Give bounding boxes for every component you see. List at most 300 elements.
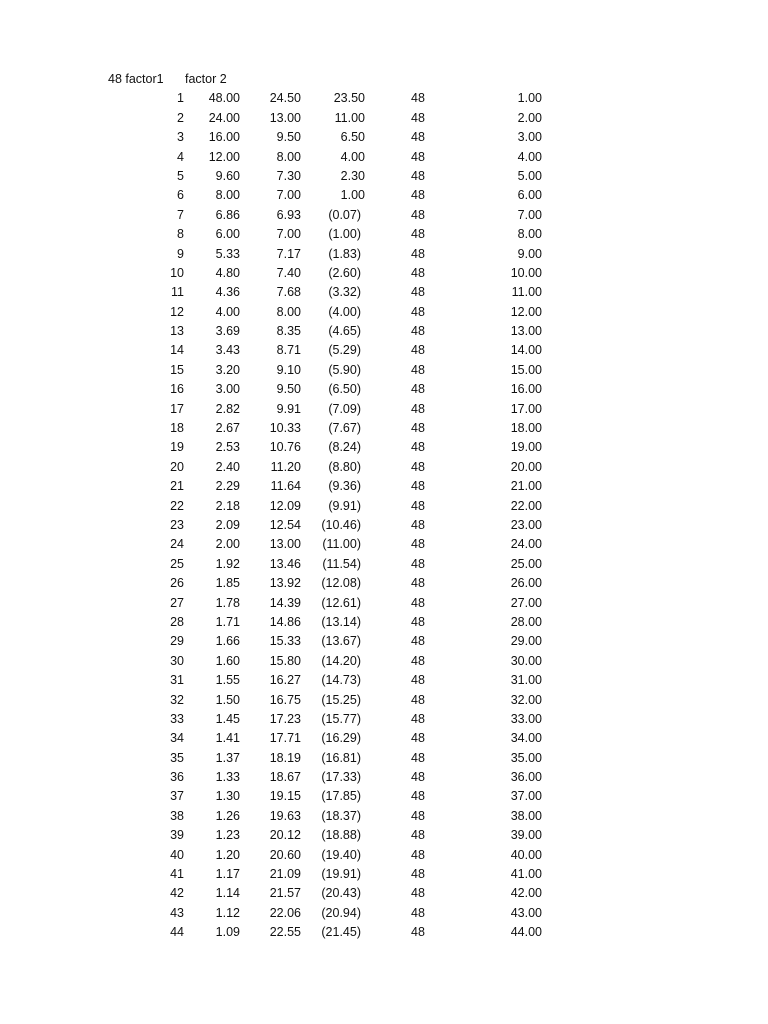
cell-value[interactable]: 34.00 — [510, 731, 542, 746]
cell-factor2[interactable]: 6.93 — [276, 207, 301, 222]
cell-difference[interactable]: (20.43) — [321, 886, 361, 901]
cell-constant[interactable]: 48 — [411, 673, 425, 688]
cell-value[interactable]: 16.00 — [510, 382, 542, 397]
table-row — [0, 555, 768, 574]
cell-value[interactable]: 25.00 — [510, 556, 542, 571]
cell-factor1[interactable]: 4.80 — [215, 265, 240, 280]
cell-index[interactable]: 11 — [171, 285, 184, 300]
cell-difference[interactable]: (15.25) — [321, 692, 361, 707]
cell-value[interactable]: 22.00 — [510, 498, 542, 513]
cell-factor2[interactable]: 22.55 — [269, 925, 301, 940]
cell-difference[interactable]: (13.67) — [321, 634, 361, 649]
cell-difference[interactable]: (15.77) — [321, 711, 361, 726]
cell-difference[interactable]: (8.80) — [328, 459, 361, 474]
cell-difference[interactable]: (20.94) — [321, 905, 361, 920]
cell-constant[interactable]: 48 — [411, 246, 425, 261]
cell-factor2[interactable]: 11.20 — [270, 459, 301, 474]
cell-index[interactable]: 39 — [170, 828, 184, 843]
cell-value[interactable]: 5.00 — [517, 168, 542, 183]
cell-factor2[interactable]: 18.67 — [269, 770, 301, 785]
table-row — [0, 787, 768, 806]
cell-factor1[interactable]: 2.00 — [215, 537, 240, 552]
cell-index[interactable]: 23 — [170, 517, 184, 532]
cell-factor1[interactable]: 24.00 — [208, 110, 240, 125]
cell-index[interactable]: 9 — [177, 246, 184, 261]
cell-factor2[interactable]: 8.00 — [276, 149, 301, 164]
cell-index[interactable]: 1 — [177, 91, 184, 106]
cell-value[interactable]: 32.00 — [510, 692, 542, 707]
cell-factor1[interactable]: 3.00 — [215, 382, 240, 397]
table-row — [0, 749, 768, 768]
cell-index[interactable]: 28 — [170, 614, 184, 629]
cell-value[interactable]: 4.00 — [517, 149, 542, 164]
cell-factor1[interactable]: 1.92 — [215, 556, 240, 571]
cell-index[interactable]: 7 — [177, 207, 184, 222]
cell-index[interactable]: 14 — [170, 343, 184, 358]
cell-difference[interactable]: (13.14) — [321, 614, 361, 629]
cell-constant[interactable]: 48 — [411, 343, 425, 358]
cell-factor1[interactable]: 6.00 — [215, 227, 240, 242]
cell-constant[interactable]: 48 — [411, 537, 425, 552]
cell-factor1[interactable]: 4.36 — [215, 285, 240, 300]
cell-factor2[interactable]: 8.71 — [276, 343, 301, 358]
cell-constant[interactable]: 48 — [411, 711, 425, 726]
cell-value[interactable]: 11.00 — [511, 285, 542, 300]
table-body — [0, 89, 768, 942]
cell-factor2[interactable]: 19.63 — [269, 808, 301, 823]
header-cell-a[interactable]: 48 factor1 — [108, 72, 164, 86]
cell-difference[interactable]: (10.46) — [321, 517, 361, 532]
cell-constant[interactable]: 48 — [411, 227, 425, 242]
cell-difference[interactable]: (14.20) — [321, 653, 361, 668]
cell-constant[interactable]: 48 — [411, 130, 425, 145]
cell-factor1[interactable]: 1.09 — [215, 925, 240, 940]
cell-constant[interactable]: 48 — [411, 265, 425, 280]
cell-value[interactable]: 20.00 — [510, 459, 542, 474]
cell-constant[interactable]: 48 — [411, 614, 425, 629]
cell-constant[interactable]: 48 — [411, 886, 425, 901]
table-row — [0, 400, 768, 419]
cell-factor1[interactable]: 1.26 — [215, 808, 240, 823]
cell-factor2[interactable]: 15.33 — [269, 634, 301, 649]
table-row — [0, 729, 768, 748]
cell-difference[interactable]: (19.91) — [321, 867, 361, 882]
cell-difference[interactable]: (12.61) — [321, 595, 361, 610]
cell-value[interactable]: 39.00 — [510, 828, 542, 843]
cell-factor1[interactable]: 3.43 — [215, 343, 240, 358]
cell-factor1[interactable]: 6.86 — [215, 207, 240, 222]
cell-factor2[interactable]: 13.92 — [269, 576, 301, 591]
spreadsheet-table — [0, 70, 768, 943]
table-row — [0, 826, 768, 845]
cell-factor2[interactable]: 7.68 — [276, 285, 301, 300]
cell-factor1[interactable]: 2.29 — [215, 479, 240, 494]
cell-factor1[interactable]: 1.85 — [215, 576, 240, 591]
cell-index[interactable]: 18 — [170, 421, 184, 436]
cell-factor2[interactable]: 24.50 — [269, 91, 301, 106]
cell-constant[interactable]: 48 — [411, 188, 425, 203]
cell-factor2[interactable]: 20.12 — [269, 828, 301, 843]
cell-constant[interactable]: 48 — [411, 634, 425, 649]
cell-difference[interactable]: (6.50) — [328, 382, 361, 397]
cell-factor1[interactable]: 9.60 — [215, 168, 240, 183]
cell-difference[interactable]: 6.50 — [340, 130, 365, 145]
cell-factor1[interactable]: 1.60 — [215, 653, 240, 668]
table-row — [0, 632, 768, 651]
cell-factor1[interactable]: 2.53 — [215, 440, 240, 455]
cell-factor2[interactable]: 16.75 — [269, 692, 301, 707]
cell-factor2[interactable]: 13.46 — [269, 556, 301, 571]
cell-constant[interactable]: 48 — [411, 168, 425, 183]
cell-index[interactable]: 24 — [170, 537, 184, 552]
cell-index[interactable]: 12 — [170, 304, 184, 319]
cell-constant[interactable]: 48 — [411, 925, 425, 940]
cell-difference[interactable]: (4.00) — [328, 304, 361, 319]
cell-index[interactable]: 19 — [170, 440, 184, 455]
table-row — [0, 341, 768, 360]
cell-index[interactable]: 27 — [170, 595, 184, 610]
cell-constant[interactable]: 48 — [411, 207, 425, 222]
table-row — [0, 186, 768, 205]
cell-index[interactable]: 10 — [170, 265, 184, 280]
cell-factor2[interactable]: 17.71 — [269, 731, 301, 746]
cell-factor2[interactable]: 7.00 — [276, 227, 301, 242]
table-row — [0, 206, 768, 225]
cell-value[interactable]: 44.00 — [510, 925, 542, 940]
cell-constant[interactable]: 48 — [411, 517, 425, 532]
cell-factor1[interactable]: 1.17 — [215, 867, 240, 882]
cell-factor1[interactable]: 3.20 — [215, 362, 240, 377]
table-row — [0, 225, 768, 244]
cell-value[interactable]: 35.00 — [510, 750, 542, 765]
cell-constant[interactable]: 48 — [411, 479, 425, 494]
table-row — [0, 807, 768, 826]
cell-factor2[interactable]: 13.00 — [269, 110, 301, 125]
cell-constant[interactable]: 48 — [411, 459, 425, 474]
cell-difference[interactable]: (9.91) — [328, 498, 361, 513]
cell-difference[interactable]: (8.24) — [328, 440, 361, 455]
cell-difference[interactable]: (11.00) — [322, 537, 361, 552]
cell-difference[interactable]: (16.29) — [321, 731, 361, 746]
cell-value[interactable]: 37.00 — [510, 789, 542, 804]
cell-value[interactable]: 43.00 — [510, 905, 542, 920]
cell-index[interactable]: 34 — [170, 731, 184, 746]
cell-value[interactable]: 14.00 — [510, 343, 542, 358]
cell-factor1[interactable]: 8.00 — [215, 188, 240, 203]
table-row — [0, 458, 768, 477]
cell-constant[interactable]: 48 — [411, 149, 425, 164]
cell-constant[interactable]: 48 — [411, 498, 425, 513]
cell-value[interactable]: 29.00 — [510, 634, 542, 649]
cell-index[interactable]: 36 — [170, 770, 184, 785]
cell-difference[interactable]: (21.45) — [321, 925, 361, 940]
cell-constant[interactable]: 48 — [411, 576, 425, 591]
cell-factor2[interactable]: 14.39 — [269, 595, 301, 610]
cell-index[interactable]: 31 — [170, 673, 184, 688]
cell-difference[interactable]: (4.65) — [328, 324, 361, 339]
header-cell-b[interactable]: factor 2 — [185, 72, 227, 86]
cell-value[interactable]: 28.00 — [510, 614, 542, 629]
cell-constant[interactable]: 48 — [411, 285, 425, 300]
cell-factor1[interactable]: 1.45 — [215, 711, 240, 726]
cell-difference[interactable]: (11.54) — [322, 556, 361, 571]
cell-index[interactable]: 41 — [170, 867, 184, 882]
cell-factor2[interactable]: 12.54 — [269, 517, 301, 532]
cell-index[interactable]: 17 — [170, 401, 184, 416]
cell-factor1[interactable]: 4.00 — [215, 304, 240, 319]
cell-factor1[interactable]: 1.37 — [215, 750, 240, 765]
cell-difference[interactable]: 11.00 — [334, 110, 365, 125]
cell-constant[interactable]: 48 — [411, 421, 425, 436]
table-row — [0, 846, 768, 865]
cell-value[interactable]: 17.00 — [510, 401, 542, 416]
cell-value[interactable]: 18.00 — [510, 421, 542, 436]
cell-factor2[interactable]: 7.30 — [276, 168, 301, 183]
cell-difference[interactable]: (19.40) — [321, 847, 361, 862]
cell-index[interactable]: 20 — [170, 459, 184, 474]
table-row — [0, 89, 768, 108]
cell-index[interactable]: 38 — [170, 808, 184, 823]
cell-index[interactable]: 26 — [170, 576, 184, 591]
cell-value[interactable]: 1.00 — [517, 91, 542, 106]
cell-constant[interactable]: 48 — [411, 382, 425, 397]
cell-factor1[interactable]: 1.55 — [215, 673, 240, 688]
cell-constant[interactable]: 48 — [411, 808, 425, 823]
cell-factor2[interactable]: 9.50 — [276, 382, 301, 397]
cell-value[interactable]: 8.00 — [517, 227, 542, 242]
cell-factor1[interactable]: 16.00 — [208, 130, 240, 145]
table-row — [0, 652, 768, 671]
cell-difference[interactable]: (16.81) — [321, 750, 361, 765]
cell-factor2[interactable]: 19.15 — [269, 789, 301, 804]
table-row — [0, 148, 768, 167]
table-row — [0, 322, 768, 341]
cell-difference[interactable]: (7.09) — [328, 401, 361, 416]
cell-difference[interactable]: (18.37) — [321, 808, 361, 823]
cell-factor1[interactable]: 1.14 — [215, 886, 240, 901]
cell-factor1[interactable]: 1.71 — [215, 614, 240, 629]
cell-index[interactable]: 37 — [170, 789, 184, 804]
table-row — [0, 923, 768, 942]
cell-value[interactable]: 3.00 — [517, 130, 542, 145]
cell-difference[interactable]: (17.85) — [321, 789, 361, 804]
cell-difference[interactable]: 4.00 — [340, 149, 365, 164]
cell-factor2[interactable]: 13.00 — [269, 537, 301, 552]
cell-constant[interactable]: 48 — [411, 731, 425, 746]
cell-constant[interactable]: 48 — [411, 324, 425, 339]
cell-difference[interactable]: (18.88) — [321, 828, 361, 843]
cell-constant[interactable]: 48 — [411, 401, 425, 416]
cell-index[interactable]: 21 — [170, 479, 184, 494]
cell-factor2[interactable]: 9.10 — [276, 362, 301, 377]
cell-factor2[interactable]: 16.27 — [269, 673, 301, 688]
cell-index[interactable]: 16 — [170, 382, 184, 397]
cell-index[interactable]: 33 — [170, 711, 184, 726]
cell-difference[interactable]: (7.67) — [328, 421, 361, 436]
table-row — [0, 574, 768, 593]
cell-value[interactable]: 7.00 — [517, 207, 542, 222]
cell-factor2[interactable]: 9.91 — [276, 401, 301, 416]
table-row — [0, 594, 768, 613]
cell-difference[interactable]: (17.33) — [321, 770, 361, 785]
cell-index[interactable]: 40 — [170, 847, 184, 862]
cell-index[interactable]: 35 — [170, 750, 184, 765]
cell-difference[interactable]: 23.50 — [333, 91, 365, 106]
cell-value[interactable]: 2.00 — [517, 110, 542, 125]
cell-value[interactable]: 15.00 — [510, 362, 542, 377]
cell-value[interactable]: 10.00 — [510, 265, 542, 280]
cell-value[interactable]: 21.00 — [510, 479, 542, 494]
cell-factor2[interactable]: 10.33 — [269, 421, 301, 436]
cell-value[interactable]: 42.00 — [510, 886, 542, 901]
cell-constant[interactable]: 48 — [411, 91, 425, 106]
cell-difference[interactable]: (2.60) — [328, 265, 361, 280]
cell-value[interactable]: 13.00 — [510, 324, 542, 339]
cell-constant[interactable]: 48 — [411, 595, 425, 610]
cell-index[interactable]: 30 — [170, 653, 184, 668]
table-row — [0, 128, 768, 147]
cell-factor1[interactable]: 12.00 — [208, 149, 240, 164]
cell-constant[interactable]: 48 — [411, 867, 425, 882]
cell-factor2[interactable]: 15.80 — [269, 653, 301, 668]
cell-value[interactable]: 30.00 — [510, 653, 542, 668]
cell-factor1[interactable]: 1.33 — [215, 770, 240, 785]
cell-index[interactable]: 29 — [170, 634, 184, 649]
cell-index[interactable]: 3 — [177, 130, 184, 145]
cell-factor2[interactable]: 21.57 — [269, 886, 301, 901]
cell-factor1[interactable]: 1.66 — [215, 634, 240, 649]
cell-factor1[interactable]: 1.20 — [215, 847, 240, 862]
cell-factor1[interactable]: 48.00 — [208, 91, 240, 106]
cell-constant[interactable]: 48 — [411, 653, 425, 668]
cell-index[interactable]: 15 — [170, 362, 184, 377]
cell-factor2[interactable]: 9.50 — [276, 130, 301, 145]
cell-index[interactable]: 43 — [170, 905, 184, 920]
cell-value[interactable]: 41.00 — [510, 867, 542, 882]
cell-constant[interactable]: 48 — [411, 750, 425, 765]
cell-factor2[interactable]: 21.09 — [269, 867, 301, 882]
table-row — [0, 264, 768, 283]
table-row — [0, 768, 768, 787]
cell-value[interactable]: 24.00 — [510, 537, 542, 552]
cell-factor2[interactable]: 11.64 — [270, 479, 301, 494]
cell-factor1[interactable]: 2.82 — [215, 401, 240, 416]
cell-index[interactable]: 8 — [177, 227, 184, 242]
cell-constant[interactable]: 48 — [411, 692, 425, 707]
cell-difference[interactable]: (14.73) — [321, 673, 361, 688]
cell-factor1[interactable]: 5.33 — [215, 246, 240, 261]
cell-index[interactable]: 13 — [170, 324, 184, 339]
cell-difference[interactable]: (0.07) — [328, 207, 361, 222]
cell-value[interactable]: 40.00 — [510, 847, 542, 862]
cell-factor2[interactable]: 12.09 — [269, 498, 301, 513]
cell-factor2[interactable]: 8.35 — [276, 324, 301, 339]
cell-constant[interactable]: 48 — [411, 770, 425, 785]
cell-value[interactable]: 38.00 — [510, 808, 542, 823]
cell-value[interactable]: 33.00 — [510, 711, 542, 726]
cell-factor1[interactable]: 1.30 — [215, 789, 240, 804]
cell-index[interactable]: 5 — [177, 168, 184, 183]
cell-factor1[interactable]: 1.41 — [215, 731, 240, 746]
cell-value[interactable]: 27.00 — [510, 595, 542, 610]
cell-constant[interactable]: 48 — [411, 828, 425, 843]
cell-value[interactable]: 12.00 — [510, 304, 542, 319]
cell-factor1[interactable]: 2.67 — [215, 421, 240, 436]
table-row — [0, 438, 768, 457]
cell-factor2[interactable]: 7.17 — [276, 246, 301, 261]
cell-difference[interactable]: (5.90) — [328, 362, 361, 377]
cell-index[interactable]: 6 — [177, 188, 184, 203]
cell-value[interactable]: 36.00 — [510, 770, 542, 785]
cell-factor2[interactable]: 14.86 — [269, 614, 301, 629]
cell-difference[interactable]: 1.00 — [340, 188, 365, 203]
cell-index[interactable]: 42 — [170, 886, 184, 901]
cell-factor2[interactable]: 22.06 — [269, 905, 301, 920]
cell-value[interactable]: 19.00 — [510, 440, 542, 455]
cell-difference[interactable]: (1.00) — [328, 227, 361, 242]
cell-difference[interactable]: (9.36) — [328, 479, 361, 494]
cell-difference[interactable]: 2.30 — [340, 168, 365, 183]
cell-factor1[interactable]: 2.18 — [215, 498, 240, 513]
table-row — [0, 535, 768, 554]
cell-constant[interactable]: 48 — [411, 304, 425, 319]
cell-constant[interactable]: 48 — [411, 440, 425, 455]
cell-factor2[interactable]: 7.40 — [276, 265, 301, 280]
cell-factor1[interactable]: 2.09 — [215, 517, 240, 532]
cell-constant[interactable]: 48 — [411, 847, 425, 862]
cell-factor2[interactable]: 20.60 — [269, 847, 301, 862]
cell-factor2[interactable]: 7.00 — [276, 188, 301, 203]
cell-factor1[interactable]: 2.40 — [215, 459, 240, 474]
cell-index[interactable]: 2 — [177, 110, 184, 125]
cell-index[interactable]: 4 — [177, 149, 184, 164]
table-row — [0, 497, 768, 516]
cell-factor1[interactable]: 3.69 — [215, 324, 240, 339]
header-row — [0, 70, 768, 89]
cell-factor2[interactable]: 17.23 — [269, 711, 301, 726]
cell-factor1[interactable]: 1.23 — [215, 828, 240, 843]
cell-constant[interactable]: 48 — [411, 905, 425, 920]
cell-value[interactable]: 6.00 — [517, 188, 542, 203]
cell-difference[interactable]: (12.08) — [321, 576, 361, 591]
cell-index[interactable]: 25 — [170, 556, 184, 571]
cell-factor1[interactable]: 1.78 — [215, 595, 240, 610]
table-row — [0, 865, 768, 884]
cell-value[interactable]: 26.00 — [510, 576, 542, 591]
cell-index[interactable]: 22 — [170, 498, 184, 513]
cell-constant[interactable]: 48 — [411, 789, 425, 804]
table-row — [0, 245, 768, 264]
cell-index[interactable]: 44 — [170, 925, 184, 940]
cell-value[interactable]: 9.00 — [517, 246, 542, 261]
cell-difference[interactable]: (1.83) — [328, 246, 361, 261]
table-row — [0, 477, 768, 496]
cell-constant[interactable]: 48 — [411, 110, 425, 125]
cell-index[interactable]: 32 — [170, 692, 184, 707]
cell-factor2[interactable]: 18.19 — [269, 750, 301, 765]
cell-factor2[interactable]: 8.00 — [276, 304, 301, 319]
cell-factor1[interactable]: 1.12 — [215, 905, 240, 920]
cell-constant[interactable]: 48 — [411, 556, 425, 571]
cell-constant[interactable]: 48 — [411, 362, 425, 377]
cell-factor2[interactable]: 10.76 — [269, 440, 301, 455]
table-row — [0, 283, 768, 302]
cell-value[interactable]: 31.00 — [510, 673, 542, 688]
cell-difference[interactable]: (3.32) — [328, 285, 361, 300]
cell-factor1[interactable]: 1.50 — [215, 692, 240, 707]
cell-value[interactable]: 23.00 — [510, 517, 542, 532]
cell-difference[interactable]: (5.29) — [328, 343, 361, 358]
